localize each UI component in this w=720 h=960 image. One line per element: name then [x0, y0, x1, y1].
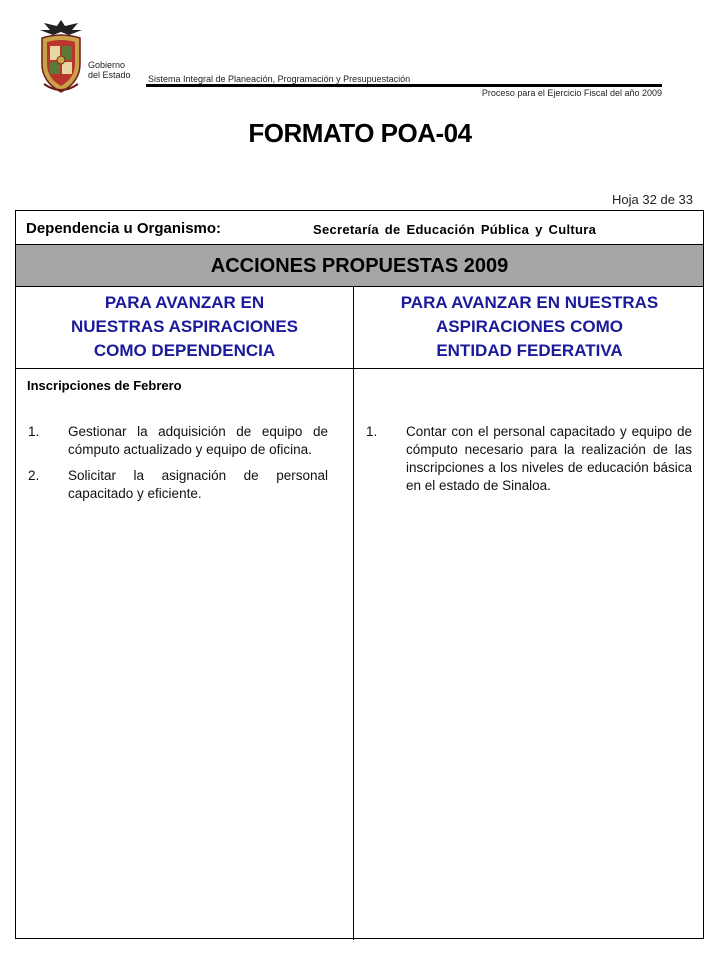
list-item-text: Contar con el personal capacitado y equipo de cómputo necesario para la realización de las inscripciones a los niveles de educación básica en el estado de Sinaloa. [406, 424, 692, 493]
agency-value: Secretaría de Educación Pública y Cultura [313, 222, 597, 237]
header-rule [146, 84, 662, 87]
process-title: Proceso para el Ejercicio Fiscal del año 2009 [481, 88, 662, 98]
left-action-list [28, 423, 328, 511]
system-title: Sistema Integral de Planeación, Programación y Presupuestación [148, 74, 411, 84]
agency-row [16, 211, 703, 245]
list-item-number: 2. [28, 468, 40, 483]
column-headers [16, 287, 703, 369]
form-title: FORMATO POA-04 [248, 118, 472, 148]
agency-label: Dependencia u Organismo: [26, 220, 222, 237]
list-item [366, 423, 692, 495]
list-item-text: Solicitar la asignación de personal capacitado y eficiente. [68, 468, 328, 501]
list-item [28, 423, 328, 459]
list-item-number: 1. [28, 424, 40, 439]
column-header-dependencia: PARA AVANZAR EN NUESTRAS ASPIRACIONES COMO DEPENDENCIA [70, 293, 298, 360]
form-frame [15, 210, 704, 939]
subsection-title: Inscripciones de Febrero [27, 378, 182, 393]
list-item-number: 1. [366, 424, 378, 439]
list-item [28, 467, 328, 503]
state-seal-icon [36, 18, 86, 96]
column-divider [353, 287, 354, 940]
government-label: Gobierno del Estado [88, 60, 131, 80]
right-action-list [366, 423, 692, 503]
sheet-number: Hoja 32 de 33 [612, 192, 693, 207]
list-item-text: Gestionar la adquisición de equipo de cómputo actualizado y equipo de oficina. [68, 424, 328, 457]
section-title: ACCIONES PROPUESTAS 2009 [16, 245, 703, 287]
column-header-entidad: PARA AVANZAR EN NUESTRAS ASPIRACIONES COMO ENTIDAD FEDERATIVA [400, 293, 659, 360]
